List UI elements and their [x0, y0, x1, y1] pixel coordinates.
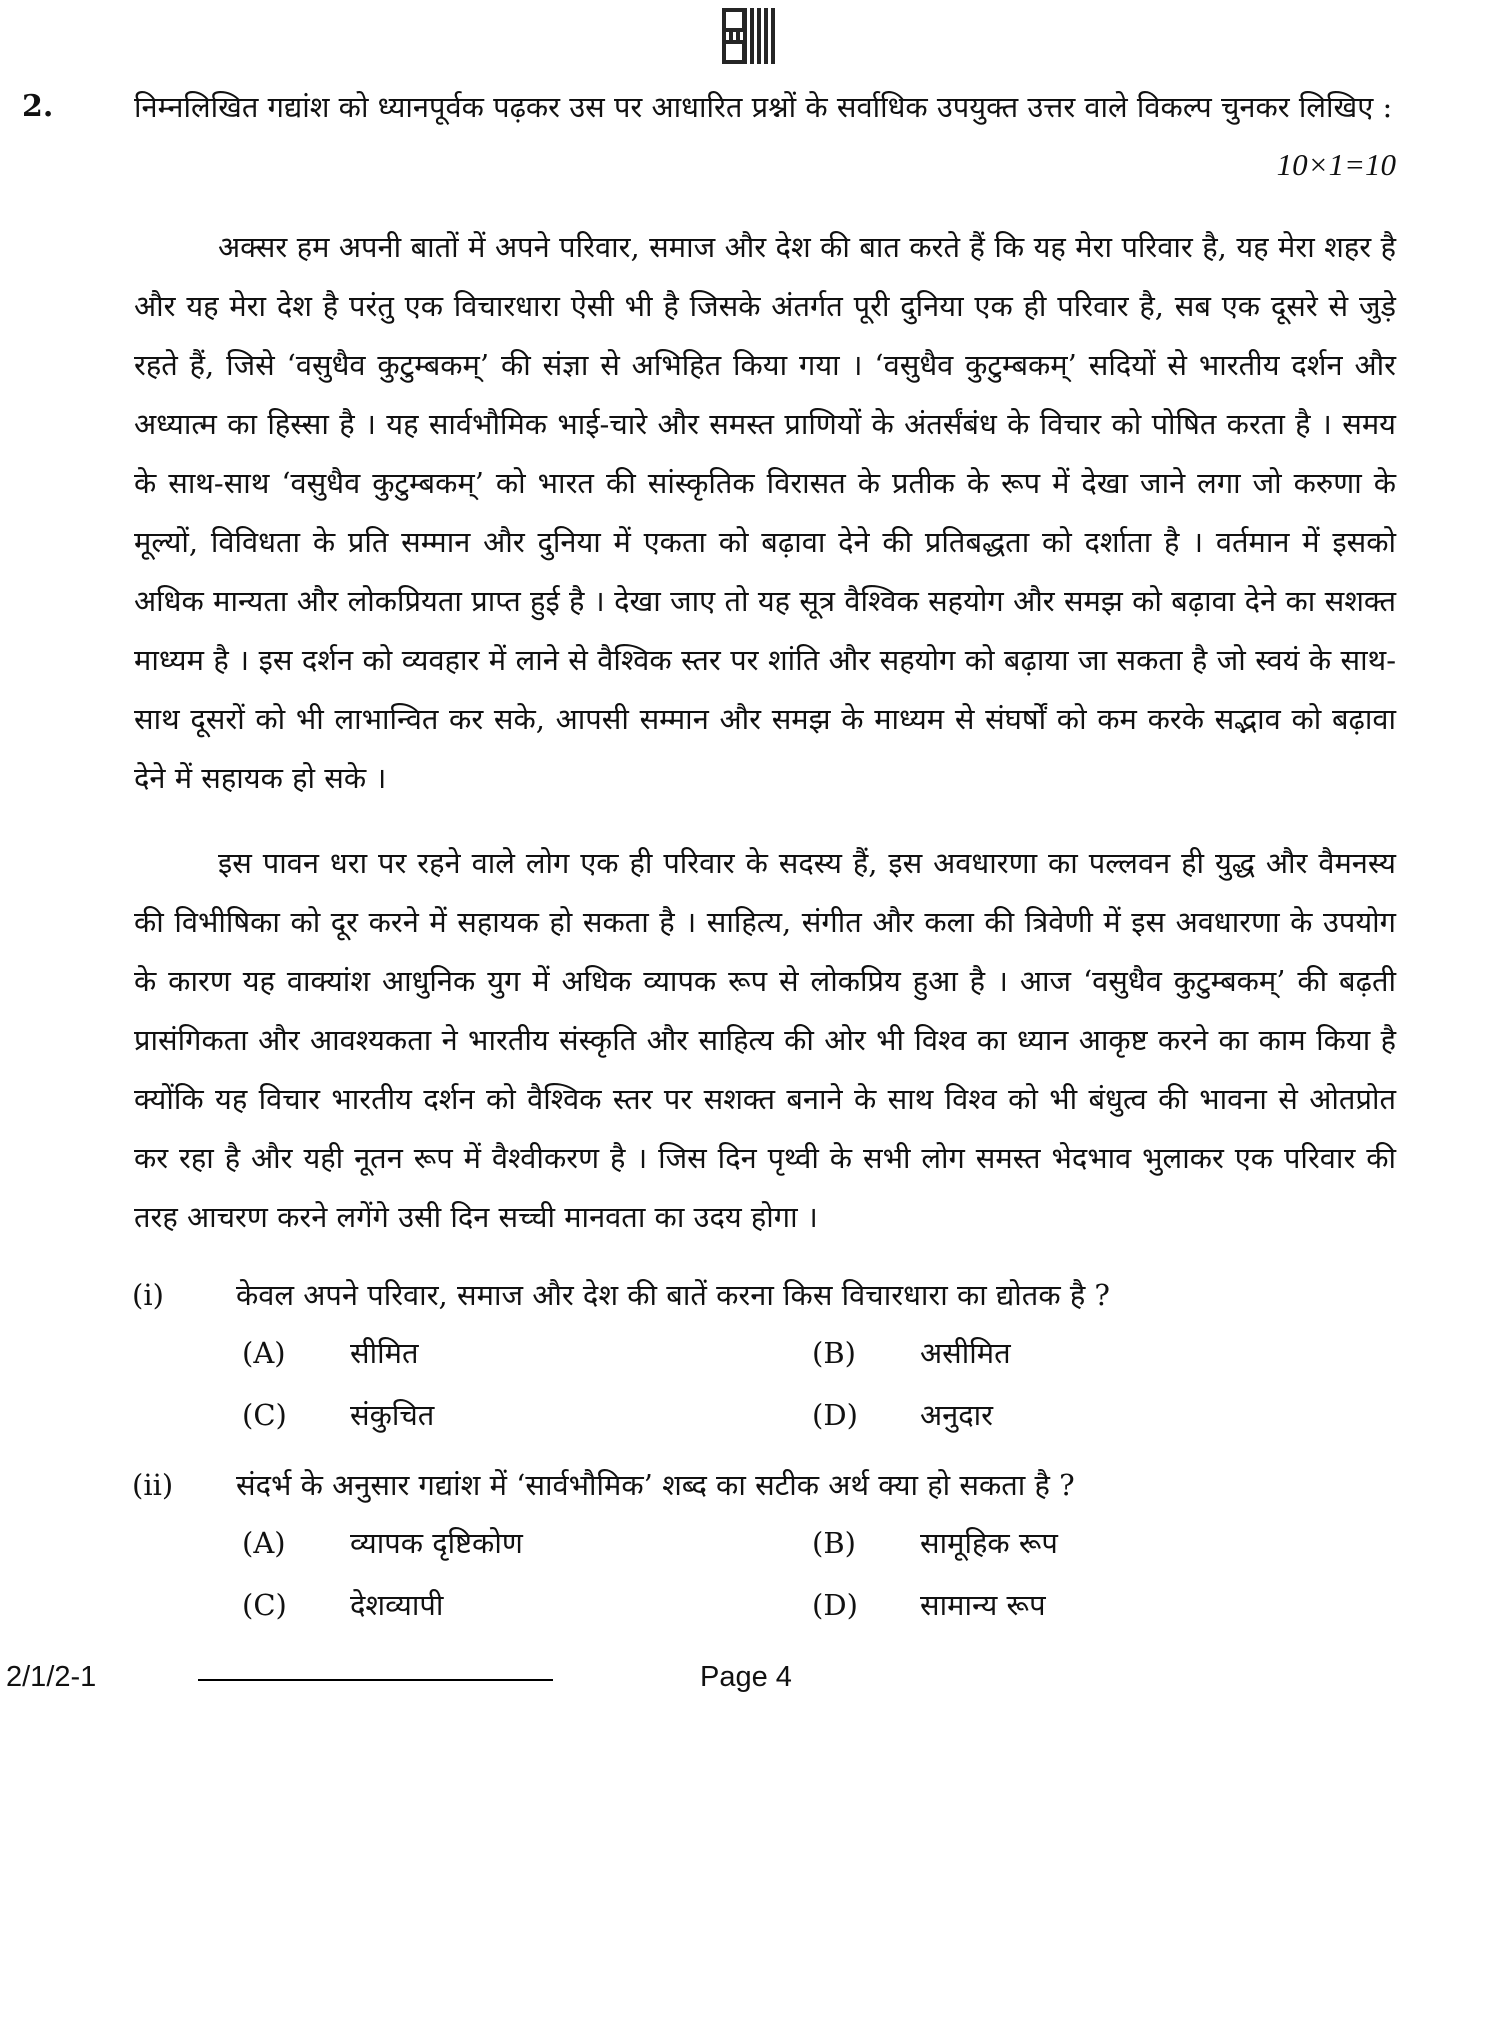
- question-label: (ii): [132, 1468, 174, 1502]
- qr-code: [722, 8, 778, 64]
- option-text: सामूहिक रूप: [920, 1526, 1058, 1560]
- marks: 10×1=10: [1276, 147, 1396, 182]
- option-b: [812, 1331, 1382, 1375]
- option-d: [812, 1393, 1382, 1437]
- option-b: [812, 1521, 1382, 1565]
- question-text: संदर्भ के अनुसार गद्यांश में ‘सार्वभौमिक’ शब्द का सटीक अर्थ क्या हो सकता है ?: [236, 1468, 1075, 1502]
- option-label: (A): [242, 1336, 286, 1370]
- question-label: (i): [132, 1278, 164, 1312]
- option-d: [812, 1583, 1382, 1627]
- option-label: (C): [242, 1398, 287, 1432]
- footer-rule: [198, 1679, 553, 1681]
- option-c: [242, 1393, 812, 1437]
- option-label: (A): [242, 1526, 286, 1560]
- options-i: [242, 1331, 1505, 1437]
- option-text: देशव्यापी: [350, 1588, 444, 1622]
- option-label: (D): [812, 1588, 858, 1622]
- option-a: [242, 1331, 812, 1375]
- page-number: Page 4: [700, 1661, 792, 1693]
- passage-paragraph-1: अक्सर हम अपनी बातों में अपने परिवार, समाज और देश की बात करते हैं कि यह मेरा परिवार है, यह मेरा शहर है और यह मेरा देश है परंतु एक विचारधारा ऐसी भी है जिसके अंतर्गत पूरी दुनिया एक ही परिवार है, सब एक दूसरे से जुड़े रहते हैं, जिसे ‘वसुधैव कुटुम्बकम्’ की संज्ञा से अभिहित किया गया । ‘वसुधैव कुटुम्बकम्’ सदियों से भारतीय दर्शन और अध्यात्म का हिस्सा है । यह सार्वभौमिक भाई-चारे और समस्त प्राणियों के अंतर्संबंध के विचार को पोषित करता है । समय के साथ-साथ ‘वसुधैव कुटुम्बकम्’ को भारत की सांस्कृतिक विरासत के प्रतीक के रूप में देखा जाने लगा जो करुणा के मूल्यों, विविधता के प्रति सम्मान और दुनिया में एकता को बढ़ावा देने की प्रतिबद्धता को दर्शाता है । वर्तमान में इसको अधिक मान्यता और लोकप्रियता प्राप्त हुई है । देखा जाए तो यह सूत्र वैश्विक सहयोग और समझ को बढ़ावा देने का सशक्त माध्यम है । इस दर्शन को व्यवहार में लाने से वैश्विक स्तर पर शांति और सहयोग को बढ़ाया जा सकता है जो स्वयं के साथ-साथ दूसरों को भी लाभान्वित कर सके, आपसी सम्मान और समझ के माध्यम से संघर्षों को कम करके सद्भाव को बढ़ावा देने में सहायक हो सके ।: [134, 230, 1396, 795]
- option-label: (C): [242, 1588, 287, 1622]
- question-text: केवल अपने परिवार, समाज और देश की बातें करना किस विचारधारा का द्योतक है ?: [236, 1278, 1110, 1312]
- page-footer: [0, 1657, 1505, 1697]
- passage-paragraph-2: इस पावन धरा पर रहने वाले लोग एक ही परिवार के सदस्य हैं, इस अवधारणा का पल्लवन ही युद्ध और वैमनस्य की विभीषिका को दूर करने में सहायक हो सकता है । साहित्य, संगीत और कला की त्रिवेणी में इस अवधारणा के उपयोग के कारण यह वाक्यांश आधुनिक युग में अधिक व्यापक रूप से लोकप्रिय हुआ है । आज ‘वसुधैव कुटुम्बकम्’ की बढ़ती प्रासंगिकता और आवश्यकता ने भारतीय संस्कृति और साहित्य की ओर भी विश्व का ध्यान आकृष्ट करने का काम किया है क्योंकि यह विचार भारतीय दर्शन को वैश्विक स्तर पर सशक्त बनाने के साथ विश्व को भी बंधुत्व की भावना से ओतप्रोत कर रहा है और यही नूतन रूप में वैश्वीकरण है । जिस दिन पृथ्वी के सभी लोग समस्त भेदभाव भुलाकर एक परिवार की तरह आचरण करने लगेंगे उसी दिन सच्ची मानवता का उदय होगा ।: [134, 846, 1396, 1234]
- options-ii: [242, 1521, 1505, 1627]
- option-label: (B): [812, 1526, 856, 1560]
- option-text: सामान्य रूप: [920, 1588, 1046, 1622]
- option-a: [242, 1521, 812, 1565]
- question-header: [0, 78, 1505, 194]
- instruction: [134, 78, 1396, 194]
- option-text: संकुचित: [350, 1398, 435, 1432]
- question-ii: [0, 1463, 1505, 1507]
- option-text: अनुदार: [920, 1398, 994, 1432]
- question-number: 2.: [22, 89, 54, 124]
- option-label: (B): [812, 1336, 856, 1370]
- option-text: असीमित: [920, 1336, 1011, 1370]
- instruction-text: निम्नलिखित गद्यांश को ध्यानपूर्वक पढ़कर उस पर आधारित प्रश्नों के सर्वाधिक उपयुक्त उत्तर वाले विकल्प चुनकर लिखिए :: [134, 90, 1393, 124]
- option-text: सीमित: [350, 1336, 419, 1370]
- question-i: [0, 1273, 1505, 1317]
- paper-code: 2/1/2-1: [6, 1661, 97, 1693]
- option-c: [242, 1583, 812, 1627]
- option-text: व्यापक दृष्टिकोण: [350, 1526, 523, 1560]
- option-label: (D): [812, 1398, 858, 1432]
